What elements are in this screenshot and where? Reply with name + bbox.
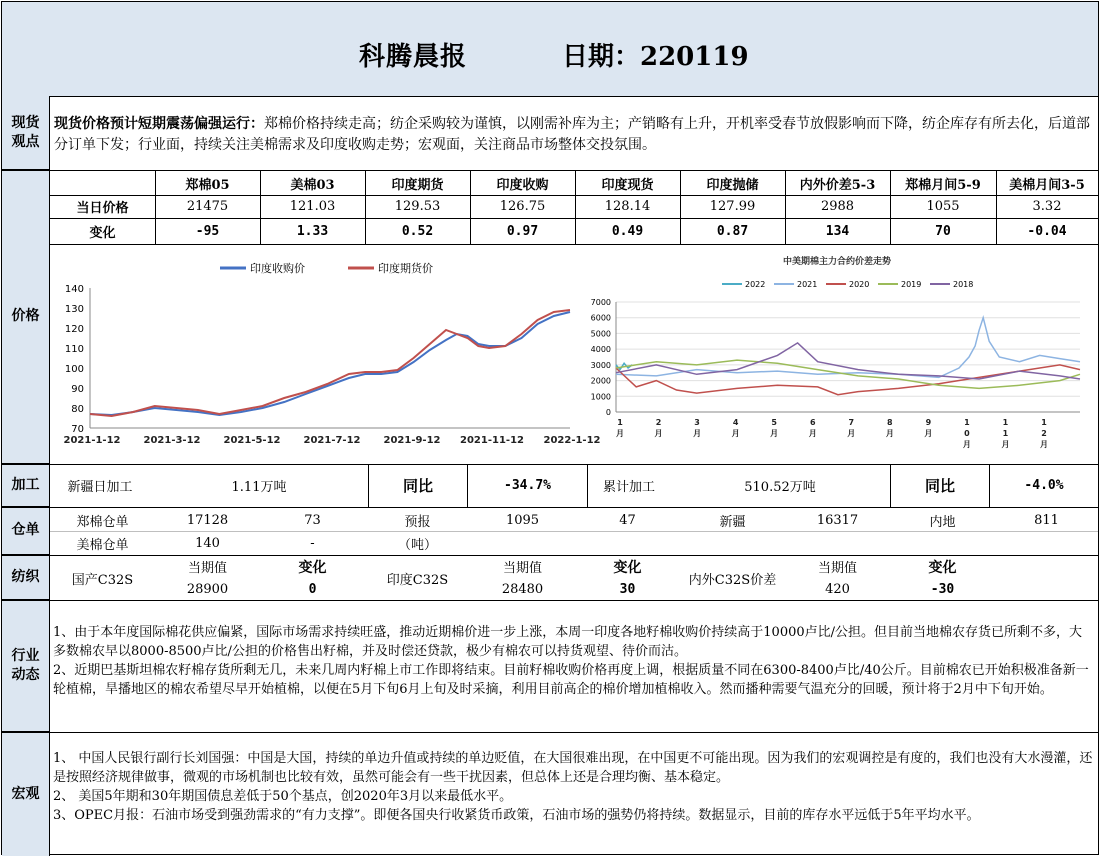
y-tick-label: 0 bbox=[605, 408, 611, 417]
grid-line bbox=[50, 218, 1098, 219]
zz-warehouse-value: 17128 bbox=[186, 512, 229, 528]
y-tick-label: 70 bbox=[71, 424, 84, 435]
x-tick-label: 1 1 月 bbox=[1001, 418, 1010, 449]
legend-label: 2020 bbox=[849, 280, 870, 289]
spot-view-headline: 现货价格预计短期震荡偏强运行： bbox=[54, 116, 264, 132]
y-tick-label: 5000 bbox=[590, 329, 611, 339]
y-tick-label: 4000 bbox=[590, 345, 611, 355]
grid-line bbox=[996, 171, 997, 244]
section-label-spot-text: 现货 观点 bbox=[11, 114, 40, 150]
xj-cumulative-yoy-label: 同比 bbox=[890, 464, 990, 507]
section-label-price-text: 价格 bbox=[11, 308, 40, 324]
y-tick-label: 110 bbox=[64, 344, 84, 355]
series-line bbox=[90, 312, 570, 415]
section-label-warehouse-text: 仓单 bbox=[11, 522, 40, 538]
price-value-cell: 127.99 bbox=[709, 199, 756, 214]
section-label-spot bbox=[2, 96, 50, 170]
change-value-cell: -0.04 bbox=[1027, 223, 1067, 239]
y-tick-label: 100 bbox=[64, 364, 84, 375]
c1-change: 0 bbox=[308, 581, 317, 597]
grid-line bbox=[785, 171, 786, 244]
macro-paragraph-2: 2、 美国5年期和30年期国债息差低于50个基点，创2020年3月以来最低水平。 bbox=[53, 789, 513, 804]
zz-warehouse-label: 郑棉仓单 bbox=[76, 514, 129, 530]
spot-view-body: 郑棉价格持续走高；纺企采购较为谨慎，以刚需补库为主；产销略有上升，开机率受春节放假影响而下降，纺企库存有所去化，后道部分订单下发；行业面，持续关注美棉需求及印度收购走势；宏观面，关注商品市场整体交投氛围。 bbox=[54, 116, 1090, 153]
x-tick-label: 2021-5-12 bbox=[223, 435, 281, 446]
price-value-cell: 126.75 bbox=[499, 199, 546, 214]
c1-cur-label: 当期值 bbox=[187, 561, 227, 576]
grid-line bbox=[470, 171, 471, 244]
change-value-cell: 0.49 bbox=[611, 223, 644, 239]
x-tick-label: 1 月 bbox=[616, 418, 624, 438]
industry-paragraph-1: 1、由于本年度国际棉花供应偏紧，国际市场需求持续旺盛，推动近期棉价进一步上涨，本周一印度各地籽棉收购价持续高于10000卢比/公担。但目前当地棉农存货已所剩不多，大多数棉农早以8000-8500卢比/公担的价格售出籽棉，并及时偿还贷款，极少有棉农可以持货观望、待价而沽。 bbox=[53, 625, 1083, 659]
divider bbox=[50, 244, 1098, 245]
y-tick-label: 140 bbox=[64, 284, 84, 295]
c2-chg-label: 变化 bbox=[613, 559, 642, 576]
section-label-processing-text: 加工 bbox=[11, 476, 40, 493]
c2-cur-label: 当期值 bbox=[502, 561, 542, 576]
section-label-textile-text: 纺织 bbox=[11, 568, 40, 585]
section-label-macro-text: 宏观 bbox=[11, 785, 40, 802]
x-tick-label: 8 月 bbox=[885, 418, 894, 438]
series-line bbox=[616, 318, 1080, 378]
x-tick-label: 6 月 bbox=[808, 418, 817, 438]
y-tick-label: 80 bbox=[71, 404, 84, 415]
divider bbox=[2, 507, 1098, 508]
price-table-corner bbox=[50, 171, 155, 195]
divider bbox=[2, 600, 1098, 601]
x-tick-label: 1 2 月 bbox=[1040, 418, 1048, 449]
nd-warehouse-value: 811 bbox=[1034, 512, 1059, 528]
x-tick-label: 4 月 bbox=[731, 418, 740, 438]
report-title: 科腾晨报 bbox=[359, 42, 468, 72]
forecast-label: 预报 bbox=[404, 514, 431, 530]
price-header-cell: 郑棉05 bbox=[185, 177, 230, 193]
price-header-cell: 印度现货 bbox=[601, 177, 654, 193]
c3-chg-label: 变化 bbox=[928, 559, 957, 576]
series-line bbox=[616, 360, 1080, 388]
legend-label: 2021 bbox=[797, 280, 818, 289]
macro-paragraph-3: 3、OPEC月报：石油市场受到强劲需求的“有力支撑”。即便各国央行收紧货币政策，石油市场的强势仍将持续。数据显示，目前的库存水平远低于5年平均水平。 bbox=[53, 808, 980, 823]
y-tick-label: 120 bbox=[64, 324, 84, 335]
y-tick-label: 3000 bbox=[590, 360, 611, 370]
c3-label: 内外C32S价差 bbox=[688, 572, 777, 588]
change-value-cell: 0.87 bbox=[716, 223, 749, 239]
x-tick-label: 9 月 bbox=[924, 418, 933, 438]
xj-cumulative-value: 510.52万吨 bbox=[744, 480, 816, 495]
warehouse-unit: （吨） bbox=[397, 537, 437, 553]
us-warehouse-label: 美棉仓单 bbox=[76, 537, 129, 553]
price-header-cell: 美棉03 bbox=[290, 177, 335, 193]
change-value-cell: -95 bbox=[195, 223, 220, 239]
industry-text bbox=[53, 623, 1093, 699]
xj-daily-yoy-label: 同比 bbox=[368, 464, 468, 507]
series-line bbox=[616, 365, 1080, 395]
c1-chg-label: 变化 bbox=[298, 559, 327, 576]
cn-us-spread-chart bbox=[582, 252, 1097, 457]
us-warehouse-change: - bbox=[310, 535, 315, 551]
c1-value: 28900 bbox=[186, 581, 229, 597]
section-label-processing bbox=[2, 464, 50, 507]
x-tick-label: 2022-1-12 bbox=[543, 435, 601, 446]
change-value-cell: 70 bbox=[935, 223, 951, 239]
legend-label: 印度期货价 bbox=[378, 262, 433, 275]
spot-view-text bbox=[54, 114, 1094, 156]
y-tick-label: 6000 bbox=[590, 313, 611, 323]
y-tick-label: 1000 bbox=[590, 392, 611, 402]
c2-label: 印度C32S bbox=[386, 572, 449, 588]
section-label-textile bbox=[2, 555, 50, 600]
section-label-price bbox=[2, 170, 50, 464]
series-line bbox=[90, 310, 570, 416]
price-header-cell: 内外价差5-3 bbox=[799, 177, 876, 193]
xj-warehouse-value: 16317 bbox=[816, 512, 859, 528]
x-tick-label: 2 月 bbox=[654, 418, 663, 438]
y-tick-label: 90 bbox=[71, 384, 84, 395]
x-tick-label: 2021-1-12 bbox=[63, 435, 121, 446]
c1-label: 国产C32S bbox=[71, 572, 134, 588]
price-value-cell: 128.14 bbox=[604, 199, 651, 214]
us-warehouse-value: 140 bbox=[195, 535, 220, 551]
y-tick-label: 2000 bbox=[590, 376, 611, 386]
price-value-cell: 3.32 bbox=[1032, 199, 1062, 214]
forecast-value: 1095 bbox=[505, 512, 540, 528]
chart-title: 中美期棉主力合约价差走势 bbox=[782, 257, 892, 267]
change-value-cell: 1.33 bbox=[296, 223, 329, 239]
price-value-cell: 21475 bbox=[186, 199, 229, 214]
c3-cur-label: 当期值 bbox=[817, 561, 857, 576]
price-value-cell: 2988 bbox=[820, 199, 855, 214]
price-value-cell: 129.53 bbox=[394, 199, 441, 214]
price-header-cell: 印度期货 bbox=[391, 177, 444, 193]
legend-label: 2022 bbox=[745, 280, 766, 289]
x-tick-label: 2021-11-12 bbox=[460, 435, 524, 446]
grid-line bbox=[680, 171, 681, 244]
price-header-cell: 印度收购 bbox=[496, 177, 549, 193]
divider bbox=[2, 732, 1098, 733]
grid-line bbox=[575, 171, 576, 244]
change-row-label: 变化 bbox=[89, 225, 116, 241]
section-label-warehouse bbox=[2, 507, 50, 555]
price-value-cell: 121.03 bbox=[289, 199, 336, 214]
legend-label: 2019 bbox=[901, 280, 922, 289]
report-header bbox=[2, 2, 1098, 97]
c2-change: 30 bbox=[619, 581, 636, 597]
legend-label: 2018 bbox=[953, 280, 974, 289]
xj-warehouse-label: 新疆 bbox=[719, 514, 746, 530]
grid-line bbox=[155, 171, 156, 244]
c3-value: 420 bbox=[825, 581, 850, 597]
x-tick-label: 7 月 bbox=[847, 418, 856, 438]
xj-cumulative-label: 累计加工 bbox=[602, 480, 655, 495]
c2-value: 28480 bbox=[501, 581, 544, 597]
macro-paragraph-1: 1、 中国人民银行副行长刘国强：中国是大国，持续的单边升值或持续的单边贬值，在大国很难出现，在中国更不可能出现。因为我们的宏观调控是有度的，我们也没有大水漫灌，还是按照经济规律做事，微观的市场机制也比较有效，虽然可能会有一些干扰因素，但总体上还是合理均衡、基本稳定。 bbox=[53, 751, 1093, 785]
x-tick-label: 5 月 bbox=[770, 418, 779, 438]
legend-label: 印度收购价 bbox=[250, 262, 305, 275]
xj-daily-label: 新疆日加工 bbox=[67, 480, 133, 495]
industry-paragraph-2: 2、近期巴基斯坦棉农籽棉存货所剩无几，未来几周内籽棉上市工作即将结束。目前籽棉收购价格再度上调，根据质量不同在6300-8400卢比/40公斤。目前棉农已开始积极准备新一轮植棉，旱播地区的棉农希望尽早开始植棉，以便在5月下旬6月上旬及时采摘，利用目前高企的棉价增加植棉收入。然而播种需要气温充分的回暖，预计将于2月中下旬开始。 bbox=[53, 663, 1089, 697]
c3-change: -30 bbox=[930, 581, 955, 597]
grid-line bbox=[890, 171, 891, 244]
section-label-industry-text: 行业 动态 bbox=[11, 647, 40, 683]
x-tick-label: 3 月 bbox=[693, 418, 702, 438]
price-header-cell: 美棉月间3-5 bbox=[1009, 177, 1085, 193]
x-tick-label: 1 0 月 bbox=[962, 418, 971, 449]
grid-line bbox=[365, 171, 366, 244]
section-label-macro bbox=[2, 732, 50, 856]
price-header-cell: 印度抛储 bbox=[706, 177, 759, 193]
zz-warehouse-change: 73 bbox=[304, 512, 321, 528]
x-tick-label: 2021-7-12 bbox=[303, 435, 361, 446]
change-value-cell: 0.52 bbox=[401, 223, 434, 239]
x-tick-label: 2021-9-12 bbox=[383, 435, 441, 446]
price-row-label: 当日价格 bbox=[76, 201, 129, 216]
xj-daily-yoy: -34.7% bbox=[468, 464, 588, 507]
xj-cumulative-yoy: -4.0% bbox=[1024, 478, 1064, 493]
nd-warehouse-label: 内地 bbox=[929, 514, 956, 530]
section-label-industry bbox=[2, 600, 50, 732]
y-tick-label: 7000 bbox=[590, 298, 611, 307]
grid-line bbox=[50, 195, 1098, 196]
grid-line bbox=[260, 171, 261, 244]
price-value-cell: 1055 bbox=[926, 199, 960, 214]
xj-daily-value: 1.11万吨 bbox=[231, 480, 287, 495]
forecast-change: 47 bbox=[619, 512, 636, 528]
y-tick-label: 130 bbox=[64, 304, 84, 315]
change-value-cell: 134 bbox=[825, 223, 850, 239]
x-tick-label: 2021-3-12 bbox=[143, 435, 201, 446]
report-date: 日期：220119 bbox=[562, 42, 749, 72]
price-header-cell: 郑棉月间5-9 bbox=[905, 177, 981, 193]
change-value-cell: 0.97 bbox=[506, 223, 539, 239]
macro-text bbox=[53, 749, 1093, 825]
